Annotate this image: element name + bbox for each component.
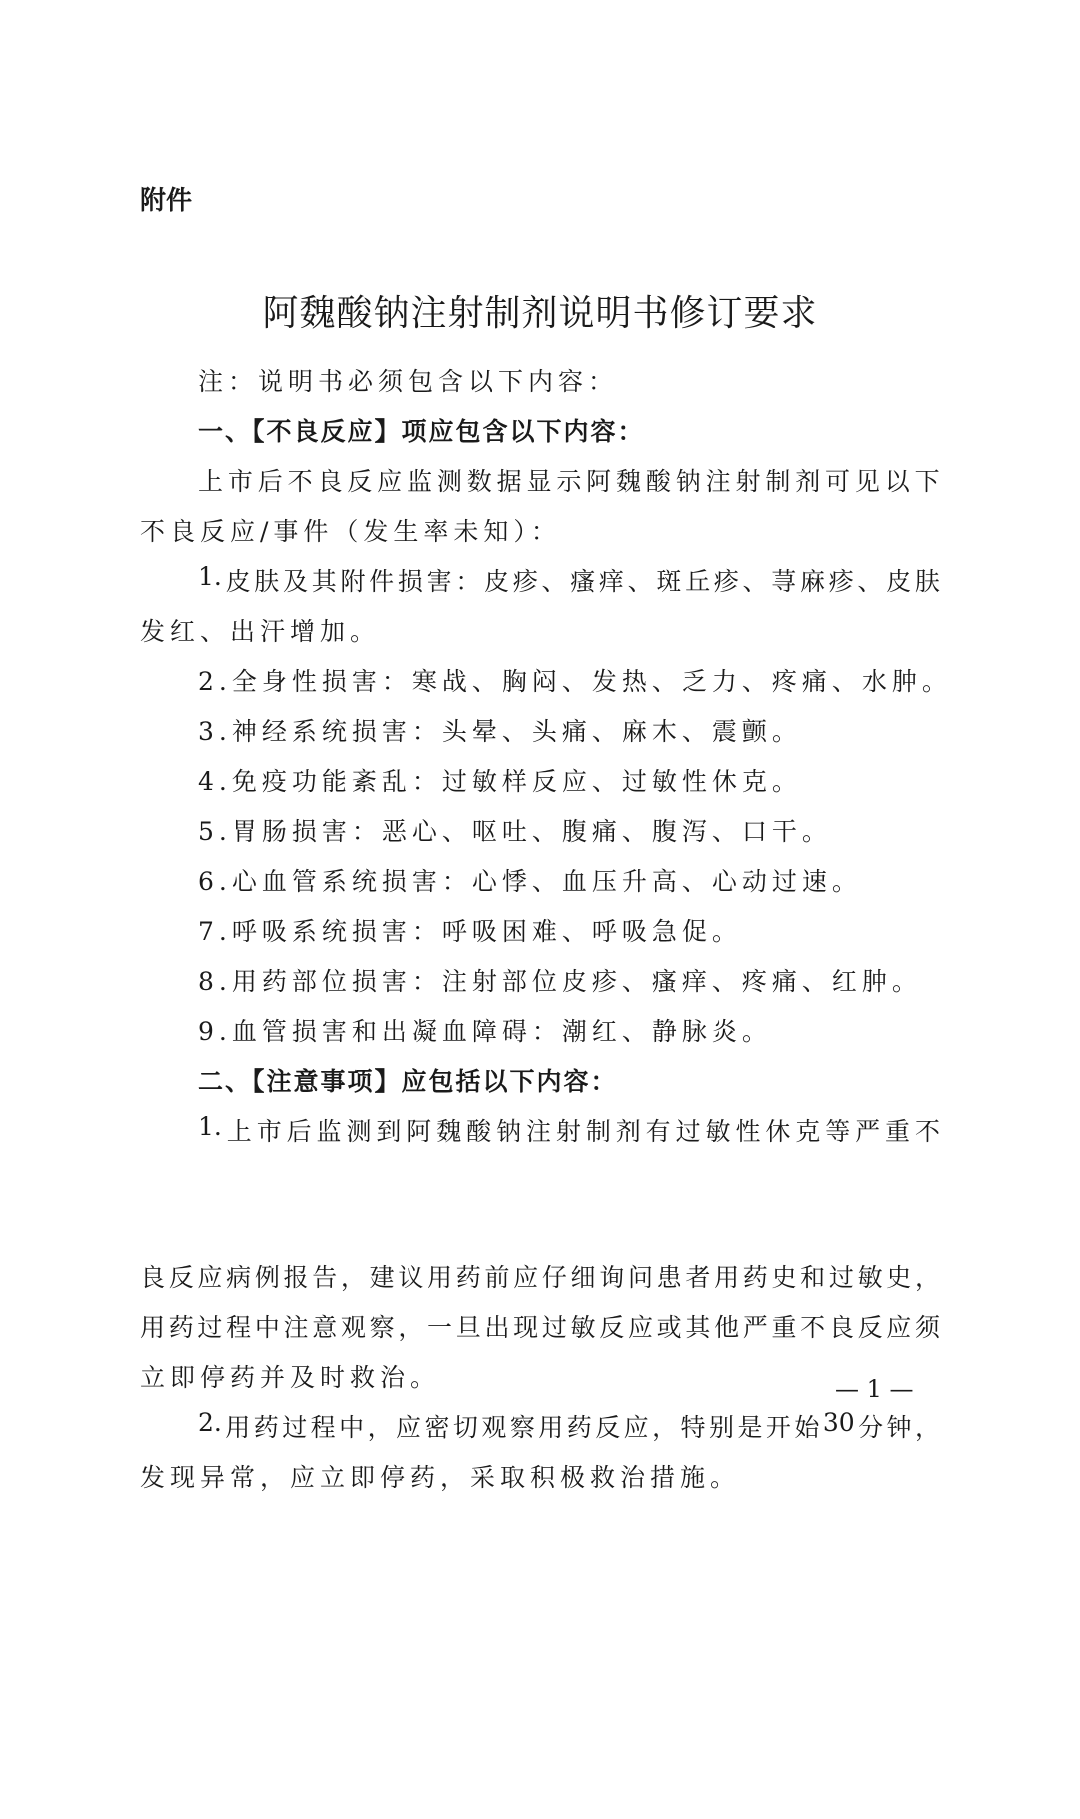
text-glyph: 出 [484, 1313, 510, 1342]
text-glyph: 显 [526, 467, 552, 496]
text-glyph: 病 [226, 1263, 252, 1292]
text-glyph: 射 [735, 467, 761, 496]
text-glyph: 损 [397, 567, 423, 596]
text-glyph: 用 [538, 1413, 564, 1442]
text-glyph: 其 [311, 567, 337, 596]
document-title: 阿魏酸钠注射制剂说明书修订要求 [262, 293, 818, 334]
text-glyph: 有 [645, 1117, 671, 1146]
text-glyph: 用 [225, 1413, 251, 1442]
text-glyph: 皮 [225, 567, 251, 596]
text-glyph: 者 [685, 1263, 711, 1292]
text-glyph: 应 [513, 1263, 539, 1292]
text-glyph: 反 [347, 467, 373, 496]
text-glyph: 中 [339, 1413, 365, 1442]
section1-item8: 8.用药部位损害：注射部位皮疹、瘙痒、疼痛、红肿。 [198, 967, 922, 996]
text-glyph: 药 [253, 1413, 279, 1442]
text-glyph: 疹 [512, 567, 538, 596]
text-glyph: 制 [585, 1117, 611, 1146]
section1-intro-line2: 不良反应/事件（发生率未知）： [140, 517, 561, 546]
text-glyph: 和 [800, 1263, 826, 1292]
text-glyph: 等 [825, 1117, 851, 1146]
text-glyph: 害 [426, 567, 452, 596]
text-glyph: 须 [914, 1313, 940, 1342]
text-glyph: 密 [424, 1413, 450, 1442]
text-glyph: 他 [714, 1313, 740, 1342]
text-glyph: 到 [376, 1117, 402, 1146]
text-glyph: 、 [857, 567, 883, 596]
text-glyph: 据 [496, 467, 522, 496]
text-glyph: ， [914, 1413, 940, 1442]
text-glyph: 制 [765, 467, 791, 496]
text-glyph: ， [652, 1413, 678, 1442]
text-glyph: 克 [795, 1117, 821, 1146]
text-glyph: 询 [599, 1263, 625, 1292]
text-glyph: 别 [709, 1413, 735, 1442]
text-glyph: 反 [599, 1313, 625, 1342]
text-glyph: 、 [627, 567, 653, 596]
text-glyph: 剂 [795, 467, 821, 496]
text-glyph: 用 [140, 1313, 166, 1342]
text-glyph: 瘙 [570, 567, 596, 596]
text-glyph: 测 [436, 467, 462, 496]
text-glyph: 细 [570, 1263, 596, 1292]
text-glyph: 重 [885, 1117, 911, 1146]
text-glyph: 程 [226, 1313, 252, 1342]
text-glyph: 程 [310, 1413, 336, 1442]
text-glyph: ， [914, 1263, 940, 1292]
section1-item2: 2.全身性损害：寒战、胸闷、发热、乏力、疼痛、水肿。 [198, 667, 952, 696]
text-glyph: 附 [340, 567, 366, 596]
text-glyph: 见 [854, 467, 880, 496]
text-glyph: 察 [509, 1413, 535, 1442]
text-glyph: 测 [346, 1117, 372, 1146]
text-glyph: 注 [525, 1117, 551, 1146]
text-glyph: 皮 [886, 567, 912, 596]
text-glyph: 一 [427, 1313, 453, 1342]
text-glyph: 史 [886, 1263, 912, 1292]
text-glyph: 药 [566, 1413, 592, 1442]
section1-item1-line1 [198, 562, 940, 598]
text-glyph: 麻 [799, 567, 825, 596]
text-glyph: 良 [828, 1313, 854, 1342]
text-glyph: 反 [857, 1313, 883, 1342]
text-glyph: 不 [287, 467, 313, 496]
text-glyph: 观 [481, 1413, 507, 1442]
text-glyph: 始 [794, 1413, 820, 1442]
text-glyph: 皮 [484, 567, 510, 596]
text-glyph: 疹 [828, 567, 854, 596]
text-glyph: 上 [226, 1117, 252, 1146]
text-glyph: 2. [198, 1408, 222, 1437]
attachment-label: 附件 [140, 186, 193, 216]
section1-item5: 5.胃肠损害：恶心、呕吐、腹痛、腹泻、口干。 [198, 817, 832, 846]
text-glyph: 药 [455, 1263, 481, 1292]
text-glyph: 及 [283, 567, 309, 596]
text-glyph: 不 [800, 1313, 826, 1342]
text-glyph: 不 [914, 1117, 940, 1146]
text-glyph: 例 [254, 1263, 280, 1292]
text-glyph: 察 [369, 1313, 395, 1342]
text-glyph: 敏 [570, 1313, 596, 1342]
text-glyph: 监 [407, 467, 433, 496]
text-glyph: 过 [197, 1313, 223, 1342]
text-glyph: 特 [680, 1413, 706, 1442]
text-glyph: 魏 [616, 467, 642, 496]
text-glyph: 建 [369, 1263, 395, 1292]
text-glyph: 肤 [254, 567, 280, 596]
text-glyph: 疹 [713, 567, 739, 596]
note-line: 注：说明书必须包含以下内容： [198, 367, 619, 396]
text-glyph: 后 [286, 1117, 312, 1146]
text-glyph: 阿 [586, 467, 612, 496]
text-glyph: 休 [765, 1117, 791, 1146]
text-glyph: 注 [283, 1313, 309, 1342]
text-glyph: 1. [198, 562, 222, 591]
text-glyph: 良 [140, 1263, 166, 1292]
text-glyph: 是 [737, 1413, 763, 1442]
text-glyph: 应 [396, 1413, 422, 1442]
text-glyph: ， [398, 1313, 424, 1342]
text-glyph: 肤 [914, 567, 940, 596]
text-glyph: 其 [685, 1313, 711, 1342]
text-glyph: 可 [825, 467, 851, 496]
text-glyph: ： [455, 567, 481, 596]
section1-item4: 4.免疫功能紊乱：过敏样反应、过敏性休克。 [198, 767, 802, 796]
continuation-line3: 立即停药并及时救治。 [140, 1363, 441, 1392]
text-glyph: 、 [541, 567, 567, 596]
text-glyph: 应 [197, 1263, 223, 1292]
continuation-line1 [140, 1258, 940, 1294]
text-glyph: 仔 [541, 1263, 567, 1292]
text-glyph: 反 [595, 1413, 621, 1442]
section1-item1-line2: 发红、出汗增加。 [140, 617, 381, 646]
text-glyph: 注 [705, 467, 731, 496]
section2-item2-line1 [198, 1408, 940, 1444]
text-glyph: 剂 [615, 1117, 641, 1146]
text-glyph: 钟 [886, 1413, 912, 1442]
text-glyph: 射 [555, 1117, 581, 1146]
section2-heading: 二、【注意事项】应包括以下内容： [198, 1067, 618, 1096]
section1-item3: 3.神经系统损害：头晕、头痛、麻木、震颤。 [198, 717, 802, 746]
text-glyph: 监 [316, 1117, 342, 1146]
text-glyph: 严 [742, 1313, 768, 1342]
text-glyph: 丘 [685, 567, 711, 596]
text-glyph: 过 [282, 1413, 308, 1442]
text-glyph: 意 [312, 1313, 338, 1342]
text-glyph: 切 [452, 1413, 478, 1442]
section2-item2-line2: 发现异常，应立即停药，采取积极救治措施。 [140, 1463, 741, 1492]
text-glyph: 观 [340, 1313, 366, 1342]
text-glyph: 用 [427, 1263, 453, 1292]
text-glyph: 或 [656, 1313, 682, 1342]
section1-intro-line1 [198, 462, 940, 498]
text-glyph: 应 [886, 1313, 912, 1342]
text-glyph: 敏 [857, 1263, 883, 1292]
text-glyph: 应 [627, 1313, 653, 1342]
text-glyph: 中 [254, 1313, 280, 1342]
text-glyph: 以 [884, 467, 910, 496]
text-glyph: 分 [858, 1413, 884, 1442]
text-glyph: ， [367, 1413, 393, 1442]
text-glyph: 钠 [675, 467, 701, 496]
text-glyph: 1. [198, 1112, 222, 1141]
text-glyph: 良 [317, 467, 343, 496]
text-glyph: 现 [513, 1313, 539, 1342]
text-glyph: 过 [828, 1263, 854, 1292]
text-glyph: 件 [369, 567, 395, 596]
text-glyph: 旦 [455, 1313, 481, 1342]
text-glyph: 荨 [771, 567, 797, 596]
text-glyph: ， [340, 1263, 366, 1292]
text-glyph: 30 [822, 1408, 855, 1437]
section2-item1-line1 [198, 1112, 940, 1148]
text-glyph: 药 [742, 1263, 768, 1292]
page-number: — 1 — [835, 1375, 914, 1403]
text-glyph: 问 [627, 1263, 653, 1292]
text-glyph: 钠 [496, 1117, 522, 1146]
text-glyph: 示 [556, 467, 582, 496]
text-glyph: 酸 [466, 1117, 492, 1146]
text-glyph: 魏 [436, 1117, 462, 1146]
text-glyph: 后 [257, 467, 283, 496]
text-glyph: 阿 [406, 1117, 432, 1146]
text-glyph: 敏 [705, 1117, 731, 1146]
text-glyph: 用 [714, 1263, 740, 1292]
text-glyph: 反 [168, 1263, 194, 1292]
section1-item7: 7.呼吸系统损害：呼吸困难、呼吸急促。 [198, 917, 742, 946]
text-glyph: 痒 [598, 567, 624, 596]
text-glyph: 酸 [645, 467, 671, 496]
text-glyph: 市 [227, 467, 253, 496]
text-glyph: 上 [198, 467, 224, 496]
text-glyph: 前 [484, 1263, 510, 1292]
text-glyph: 药 [168, 1313, 194, 1342]
text-glyph: 过 [541, 1313, 567, 1342]
text-glyph: 应 [623, 1413, 649, 1442]
text-glyph: 报 [283, 1263, 309, 1292]
text-glyph: 开 [765, 1413, 791, 1442]
section1-heading: 一、【不良反应】项应包含以下内容： [198, 417, 645, 446]
text-glyph: 过 [675, 1117, 701, 1146]
text-glyph: 应 [377, 467, 403, 496]
text-glyph: 斑 [656, 567, 682, 596]
text-glyph: 重 [771, 1313, 797, 1342]
text-glyph: 、 [742, 567, 768, 596]
text-glyph: 下 [914, 467, 940, 496]
text-glyph: 史 [771, 1263, 797, 1292]
text-glyph: 性 [735, 1117, 761, 1146]
text-glyph: 告 [312, 1263, 338, 1292]
continuation-line2 [140, 1308, 940, 1344]
section1-item9: 9.血管损害和出凝血障碍：潮红、静脉炎。 [198, 1017, 772, 1046]
section1-item6: 6.心血管系统损害：心悸、血压升高、心动过速。 [198, 867, 862, 896]
text-glyph: 严 [855, 1117, 881, 1146]
text-glyph: 数 [466, 467, 492, 496]
text-glyph: 患 [656, 1263, 682, 1292]
text-glyph: 议 [398, 1263, 424, 1292]
text-glyph: 市 [256, 1117, 282, 1146]
